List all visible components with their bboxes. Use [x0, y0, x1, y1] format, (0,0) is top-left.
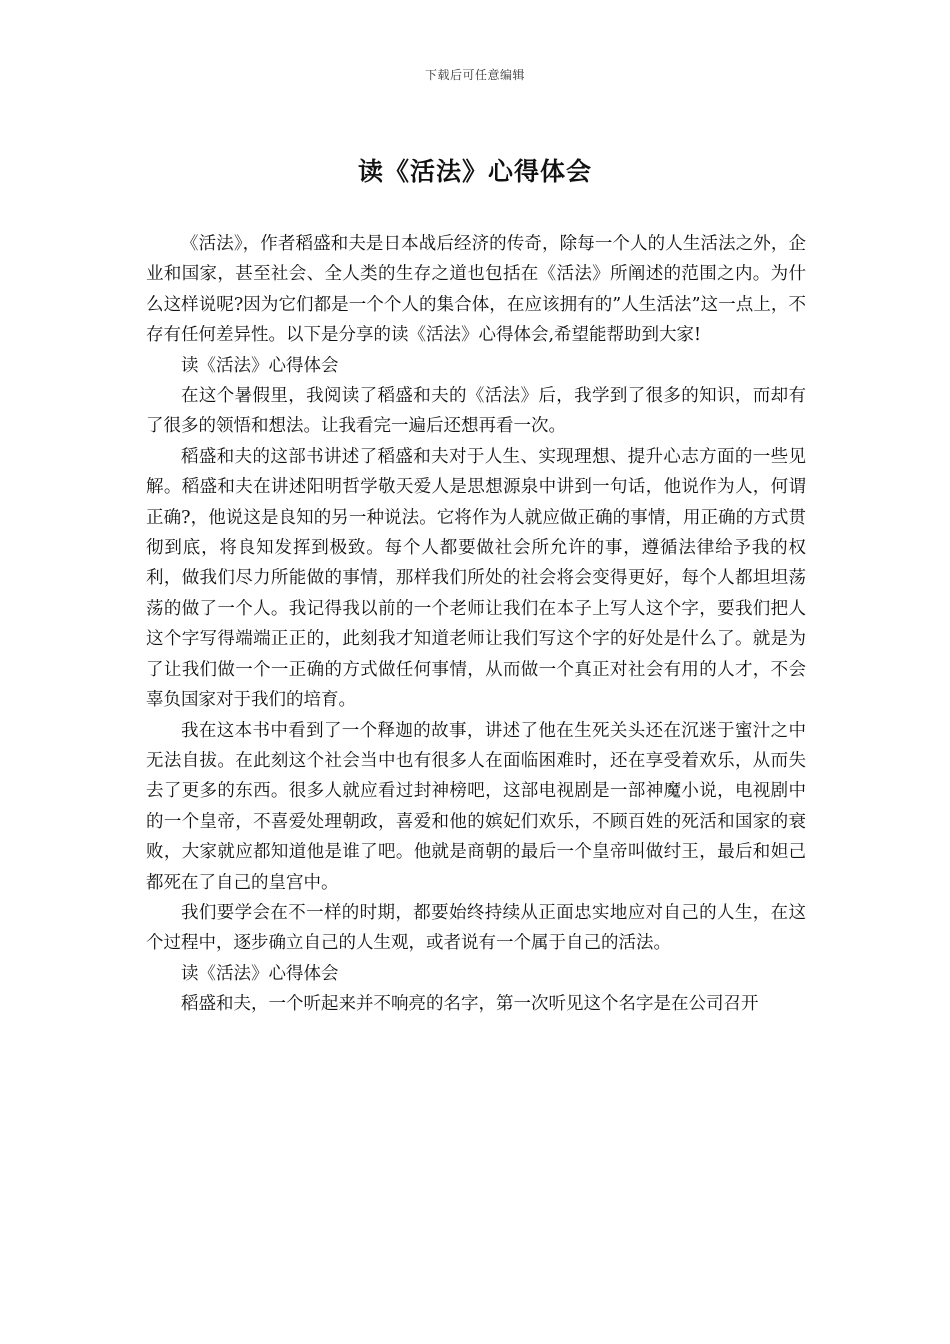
document-body [146, 229, 806, 1020]
paragraph: 稻盛和夫的这部书讲述了稻盛和夫对于人生、实现理想、提升心志方面的一些见解。稻盛和夫在讲述阳明哲学敬天爱人是思想源泉中讲到一句话，他说作为人，何谓正确?，他说这是良知的另一种说法。它将作为人就应做正确的事情，用正确的方式贯彻到底，将良知发挥到极致。每个人都要做社会所允许的事，遵循法律给予我的权利，做我们尽力所能做的事情，那样我们所处的社会将会变得更好，每个人都坦坦荡荡的做了一个人。我记得我以前的一个老师让我们在本子上写人这个字，要我们把人这个字写得端端正正的，此刻我才知道老师让我们写这个字的好处是什么了。就是为了让我们做一个一正确的方式做任何事情，从而做一个真正对社会有用的人才，不会辜负国家对于我们的培育。 [146, 446, 806, 711]
section-heading: 读《活法》心得体会 [181, 963, 339, 984]
paragraph: 在这个暑假里，我阅读了稻盛和夫的《活法》后，我学到了很多的知识，而却有了很多的领悟和想法。让我看完一遍后还想再看一次。 [146, 386, 806, 437]
page-header: 下载后可任意编辑 [424, 68, 525, 82]
document-title: 读《活法》心得体会 [357, 157, 592, 186]
paragraph-intro: 《活法》，作者稻盛和夫是日本战后经济的传奇，除每一个人的人生活法之外，企业和国家，甚至社会、全人类的生存之道也包括在《活法》所阐述的范围之内。为什么这样说呢?因为它们都是一个个人的集合体，在应该拥有的”人生活法”这一点上，不存有任何差异性。以下是分享的读《活法》心得体会,希望能帮助到大家! [146, 234, 806, 346]
paragraph: 我在这本书中看到了一个释迦的故事，讲述了他在生死关头还在沉迷于蜜汁之中无法自拔。在此刻这个社会当中也有很多人在面临困难时，还在享受着欢乐，从而失去了更多的东西。很多人就应看过封神榜吧，这部电视剧是一部神魔小说，电视剧中的一个皇帝，不喜爱处理朝政，喜爱和他的嫔妃们欢乐，不顾百姓的死活和国家的衰败，大家就应都知道他是谁了吧。他就是商朝的最后一个皇帝叫做纣王，最后和妲己都死在了自己的皇宫中。 [146, 720, 806, 893]
paragraph: 我们要学会在不一样的时期，都要始终持续从正面忠实地应对自己的人生，在这个过程中，逐步确立自己的人生观，或者说有一个属于自己的活法。 [146, 902, 806, 954]
paragraph: 稻盛和夫，一个听起来并不响亮的名字，第一次听见这个名字是在公司召开 [181, 994, 759, 1015]
section-heading: 读《活法》心得体会 [181, 355, 339, 376]
